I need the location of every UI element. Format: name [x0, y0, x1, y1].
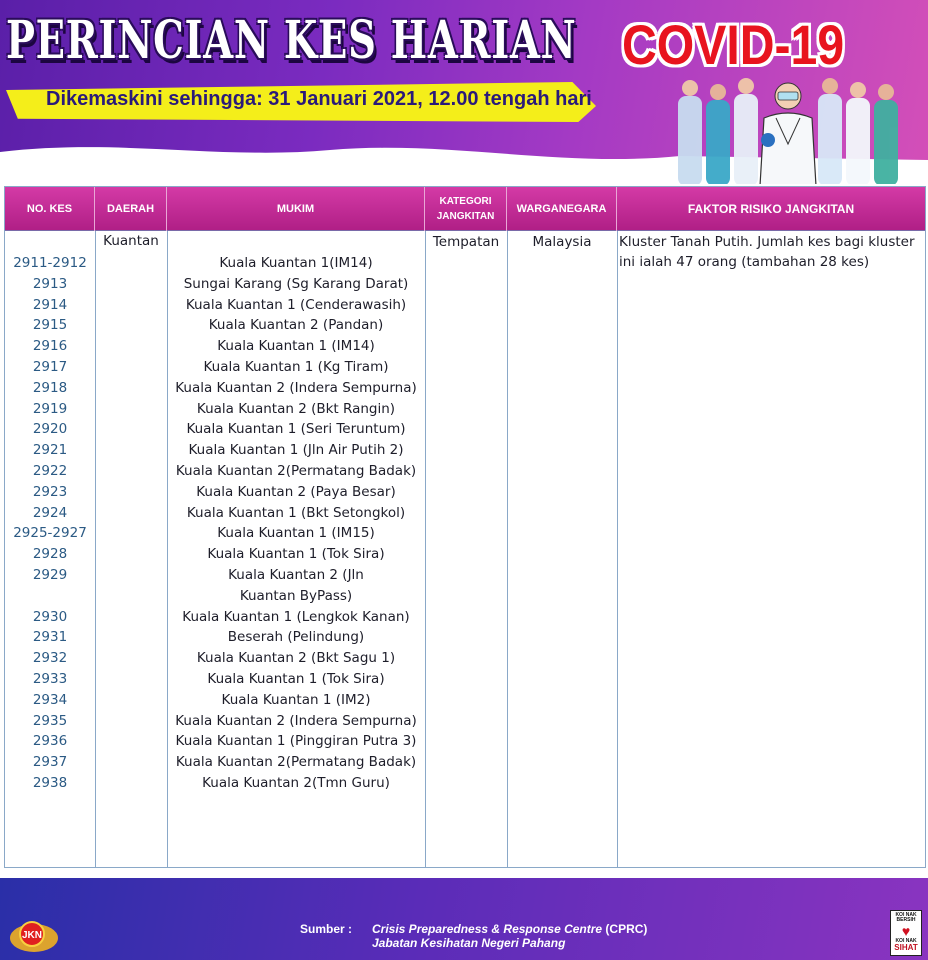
no-kes-cell: 2932 [32, 650, 68, 667]
no-kes-cell: 2917 [32, 358, 68, 375]
no-kes-cell: 2929 [32, 566, 68, 583]
column-divider [425, 231, 426, 867]
no-kes-cell: 2915 [32, 317, 68, 334]
header-banner [0, 0, 928, 184]
no-kes-cell: 2921 [32, 442, 68, 459]
warganegara-value: Malaysia [532, 234, 592, 250]
header-kategori [425, 187, 507, 231]
koi-nak-sihat-badge [890, 910, 922, 956]
no-kes-cell: 2920 [32, 421, 68, 438]
no-kes-cell: 2919 [32, 400, 68, 417]
mukim-cell: Kuala Kuantan 1 (Lengkok Kanan) [182, 608, 410, 625]
mukim-cell: Kuala Kuantan 2(Permatang Badak) [175, 462, 417, 479]
mukim-cell: Kuala Kuantan 1 (IM2) [221, 691, 371, 708]
header-warganegara: WARGANEGARA [507, 187, 617, 231]
mukim-cell: Kuala Kuantan 1 (IM14) [217, 338, 375, 355]
no-kes-cell: 2936 [32, 733, 68, 750]
mukim-cell: Kuala Kuantan 1 (Kg Tiram) [203, 358, 389, 375]
mukim-cell: Kuala Kuantan 1 (Jln Air Putih 2) [188, 442, 404, 459]
mukim-cell: Kuala Kuantan 1 (Bkt Setongkol) [186, 504, 406, 521]
mukim-cell: Kuala Kuantan 1 (Seri Teruntum) [186, 421, 406, 438]
badge-top-text: KOI NAK BERSIH [895, 912, 917, 923]
no-kes-cell: 2935 [32, 712, 68, 729]
mukim-cell: Kuala Kuantan 1 (IM15) [217, 525, 375, 542]
mukim-cell: Kuala Kuantan 2 (Indera Sempurna) [175, 712, 417, 729]
header-daerah: DAERAH [95, 187, 167, 231]
mukim-cell: Beserah (Pelindung) [227, 629, 365, 646]
table-header [5, 187, 925, 231]
header-kategori-line1: KATEGORI [439, 196, 492, 207]
health-workers-illustration [660, 74, 920, 184]
header-kategori-line2: JANGKITAN [436, 211, 495, 222]
no-kes-cell: 2938 [32, 774, 68, 791]
source-org-abbr: (CPRC) [602, 922, 648, 936]
header-no-kes: NO. KES [5, 187, 95, 231]
badge-bottom-text: SIHAT [894, 943, 918, 952]
mukim-column [167, 232, 425, 794]
mukim-cell: Kuala Kuantan 1 (Cenderawasih) [185, 296, 407, 313]
no-kes-cell: 2933 [32, 670, 68, 687]
covid-title: COVID-19 [622, 13, 845, 76]
mukim-cell: Kuala Kuantan 1 (Pinggiran Putra 3) [175, 733, 417, 750]
mukim-cell: Kuala Kuantan 2 (Pandan) [208, 317, 384, 334]
no-kes-cell: 2918 [32, 379, 68, 396]
row-spacer [5, 586, 95, 607]
mukim-cell: Kuala Kuantan 2 (Bkt Rangin) [196, 400, 396, 417]
source-org: Crisis Preparedness & Response Centre [372, 922, 603, 936]
faktor-risiko-value: Kluster Tanah Putih. Jumlah kes bagi kluster ini ialah 47 orang (tambahan 28 kes) [619, 234, 915, 270]
column-divider [95, 231, 96, 867]
mukim-cell: Kuala Kuantan 2 (Paya Besar) [196, 483, 396, 500]
no-kes-cell: 2928 [32, 546, 68, 563]
mukim-cell: Kuala Kuantan 1 (Tok Sira) [207, 546, 385, 563]
no-kes-cell: 2923 [32, 483, 68, 500]
no-kes-cell: 2925-2927 [13, 525, 87, 542]
heart-icon: ♥ [901, 923, 911, 939]
mukim-cell: Kuala Kuantan 2(Tmn Guru) [202, 774, 390, 791]
no-kes-cell: 2931 [32, 629, 68, 646]
mukim-cell: Kuala Kuantan 2(Permatang Badak) [175, 754, 417, 771]
source-label: Sumber : [300, 922, 353, 936]
jkn-pahang-logo-icon [6, 916, 62, 956]
no-kes-cell: 2916 [32, 338, 68, 355]
daerah-value: Kuantan [103, 233, 159, 249]
mukim-cell: Kuala Kuantan 1 (Tok Sira) [207, 670, 385, 687]
mukim-cell: Kuala Kuantan 2 (Bkt Sagu 1) [196, 650, 396, 667]
mukim-cell: Sungai Karang (Sg Karang Darat) [183, 275, 409, 292]
cases-table [4, 186, 926, 868]
no-kes-cell: 2914 [32, 296, 68, 313]
mukim-cell: Kuala Kuantan 2 (Indera Sempurna) [175, 379, 417, 396]
no-kes-cell: 2937 [32, 754, 68, 771]
column-divider [617, 231, 618, 867]
update-timestamp: Dikemaskini sehingga: 31 Januari 2021, 12.00 tengah hari [46, 88, 592, 110]
source-line-2: Jabatan Kesihatan Negeri Pahang [372, 936, 566, 950]
column-divider [507, 231, 508, 867]
page-title: PERINCIAN KES HARIAN [6, 10, 577, 71]
no-kes-column [5, 253, 95, 794]
no-kes-cell: 2934 [32, 691, 68, 708]
mukim-cell: Kuala Kuantan 2 (Jln Kuantan ByPass) [228, 566, 364, 604]
badge-bottom-small-text: KOI NAK [895, 938, 917, 944]
source-line-1 [372, 922, 647, 936]
no-kes-cell: 2913 [32, 275, 68, 292]
no-kes-cell: 2911-2912 [13, 255, 87, 271]
no-kes-cell: 2930 [32, 608, 68, 625]
no-kes-cell: 2922 [32, 462, 68, 479]
header-mukim: MUKIM [167, 187, 425, 231]
kategori-value: Tempatan [432, 234, 500, 250]
mukim-cell: Kuala Kuantan 1(IM14) [219, 255, 373, 271]
no-kes-cell: 2924 [32, 504, 68, 521]
header-faktor: FAKTOR RISIKO JANGKITAN [687, 201, 855, 216]
footer [0, 878, 928, 960]
svg-text:JKN: JKN [21, 930, 43, 941]
